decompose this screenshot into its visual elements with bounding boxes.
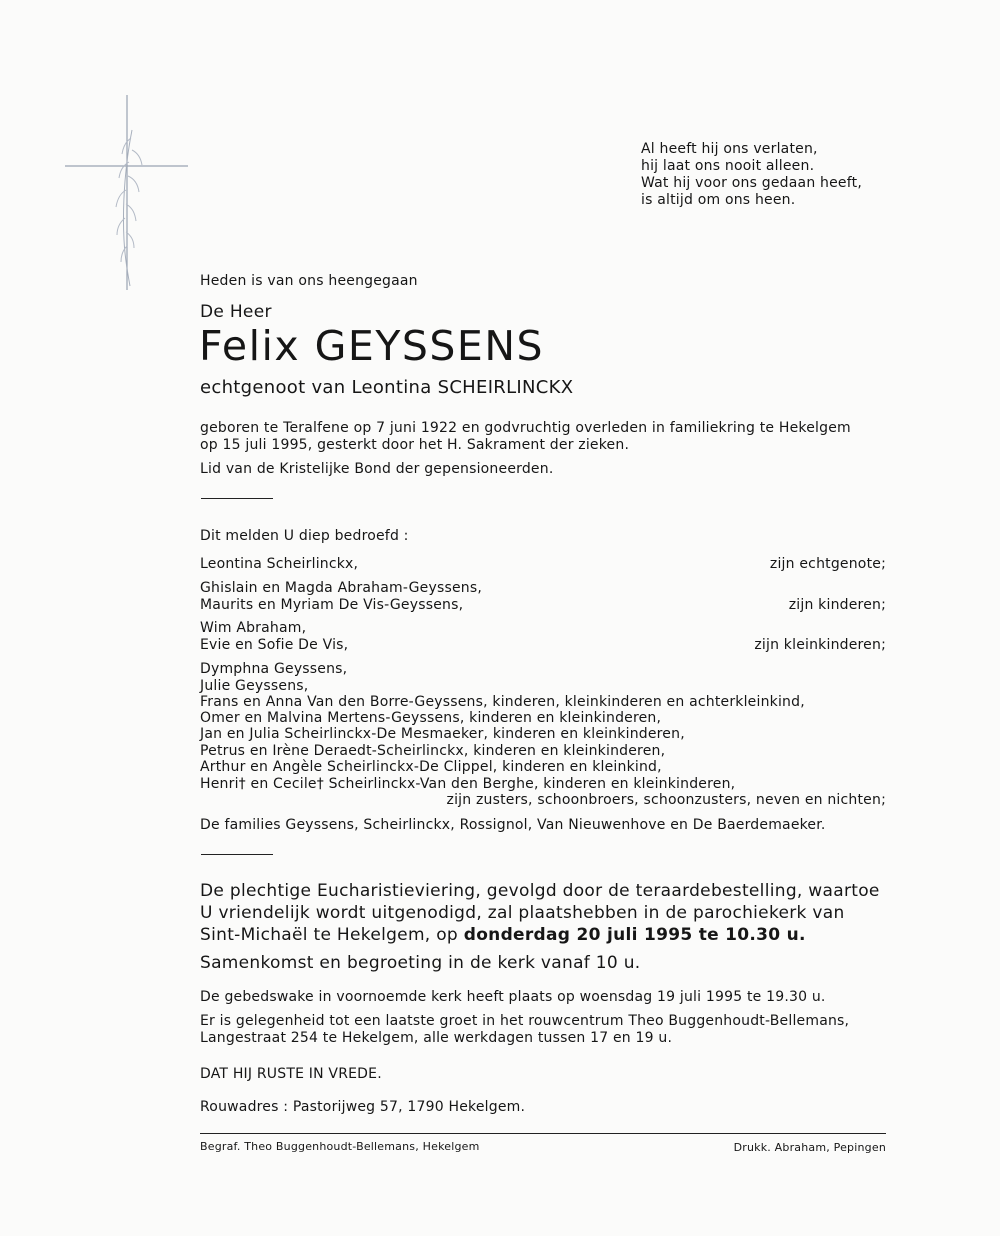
ceremony-line: U vriendelijk wordt uitgenodigd, zal plaatshebben in de parochiekerk van (200, 903, 845, 923)
poem-line: Al heeft hij ons verlaten, (641, 141, 818, 157)
sibling-line: Henri† en Cecile† Scheirlinckx-Van den Berghe, kinderen en kleinkinderen, (200, 776, 736, 792)
announce-text: Dit melden U diep bedroefd : (200, 528, 409, 544)
poem-line: Wat hij voor ons gedaan heeft, (641, 175, 862, 191)
grandchild-name: Wim Abraham, (200, 620, 307, 636)
wake-text: De gebedswake in voornoemde kerk heeft plaats op woensdag 19 juli 1995 te 19.30 u. (200, 989, 826, 1005)
sibling-line: Frans en Anna Van den Borre-Geyssens, kinderen, kleinkinderen en achterkleinkind, (200, 694, 805, 710)
children-role: zijn kinderen; (788, 597, 886, 613)
siblings-role: zijn zusters, schoonbroers, schoonzusters, neven en nichten; (446, 792, 886, 808)
sibling-line: Petrus en Irène Deraedt-Scheirlinckx, kinderen en kleinkinderen, (200, 743, 666, 759)
sibling-line: Omer en Malvina Mertens-Geyssens, kinderen en kleinkinderen, (200, 710, 662, 726)
ceremony-date: donderdag 20 juli 1995 te 10.30 u. (463, 925, 806, 945)
child-name: Ghislain en Magda Abraham-Geyssens, (200, 580, 483, 596)
address-text: Rouwadres : Pastorijweg 57, 1790 Hekelgem. (200, 1099, 526, 1115)
farewell-line: Langestraat 254 te Hekelgem, alle werkdagen tussen 17 en 19 u. (200, 1030, 673, 1046)
sibling-line: Dymphna Geyssens, (200, 661, 348, 677)
ceremony-date-line (200, 925, 806, 946)
child-name: Maurits en Myriam De Vis-Geyssens, (200, 597, 464, 613)
spouse-name: Leontina Scheirlinckx, (200, 556, 359, 572)
divider (201, 498, 273, 499)
ceremony-location: Sint-Michaël te Hekelgem, op (200, 925, 464, 945)
poem-line: hij laat ons nooit alleen. (641, 158, 815, 174)
sibling-line: Julie Geyssens, (200, 678, 309, 694)
grandchildren-role: zijn kleinkinderen; (754, 637, 886, 653)
membership-text: Lid van de Kristelijke Bond der gepensioneerden. (200, 461, 554, 477)
families-line: De families Geyssens, Scheirlinckx, Rossignol, Van Nieuwenhove en De Baerdemaeker. (200, 817, 826, 833)
cross-icon (60, 90, 195, 295)
birth-line: op 15 juli 1995, gesterkt door het H. Sakrament der zieken. (200, 437, 630, 453)
honorific: De Heer (200, 302, 272, 322)
birth-line: geboren te Teralfene op 7 juni 1922 en godvruchtig overleden in familiekring te Hekelgem (200, 420, 851, 436)
grandchild-name: Evie en Sofie De Vis, (200, 637, 349, 653)
divider (201, 854, 273, 855)
spouse-role: zijn echtgenote; (769, 556, 886, 572)
spouse-line: echtgenoot van Leontina SCHEIRLINCKX (200, 377, 574, 398)
sibling-line: Jan en Julia Scheirlinckx-De Mesmaeker, kinderen en kleinkinderen, (200, 726, 685, 742)
footer-right: Drukk. Abraham, Pepingen (733, 1141, 886, 1154)
intro-text: Heden is van ons heengegaan (200, 273, 418, 289)
ceremony-line: Samenkomst en begroeting in de kerk vanaf 10 u. (200, 953, 641, 973)
deceased-name: Felix GEYSSENS (199, 322, 545, 370)
ceremony-line: De plechtige Eucharistieviering, gevolgd door de teraardebestelling, waartoe (200, 881, 880, 901)
farewell-line: Er is gelegenheid tot een laatste groet in het rouwcentrum Theo Buggenhoudt-Bellemans, (200, 1013, 850, 1029)
poem-line: is altijd om ons heen. (641, 192, 796, 208)
footer-rule (200, 1133, 886, 1134)
rest-text: DAT HIJ RUSTE IN VREDE. (200, 1066, 382, 1082)
sibling-line: Arthur en Angèle Scheirlinckx-De Clippel, kinderen en kleinkind, (200, 759, 662, 775)
footer-left: Begraf. Theo Buggenhoudt-Bellemans, Hekelgem (200, 1140, 480, 1153)
